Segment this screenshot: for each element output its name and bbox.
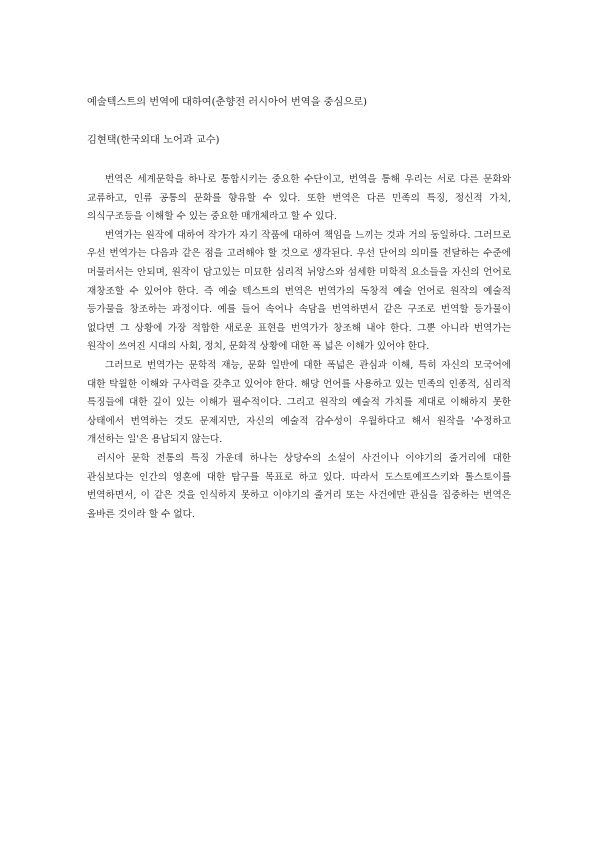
document-content	[87, 96, 511, 524]
paragraph: 번역가는 원작에 대하여 작가가 자기 작품에 대하여 책임을 느끼는 것과 거의 동일하다. 그러므로 우선 번역가는 다음과 같은 점을 고려해야 할 것으로 생각된다. 우선 단어의 의미를 전달하는 수준에 머물러서는 안되며, 원작이 담고있는 미묘한 심리적 뉘앙스와 섬세한 미학적 요소들을 자신의 언어로 재창조할 수 있어야 한다. 즉 예술 텍스트의 번역은 번역가의 독창적 예술 언어로 원작의 예술적 등가물을 창조하는 과정이다. 예를 들어 속어나 속담을 번역하면서 같은 구조로 번역할 등가물이 없다면 그 상황에 가장 적합한 새로운 표현을 번역가가 창조해 내야 한다. 그뿐 아니라 번역가는 원작이 쓰여진 시대의 사회, 정치, 문화적 상황에 대한 폭 넓은 이해가 있어야 한다.	[87, 229, 511, 353]
author-line: 김현택(한국외대 노어과 교수)	[87, 135, 220, 146]
paragraph: 그러므로 번역가는 문학적 재능, 문화 일반에 대한 폭넓은 관심과 이해, 특히 자신의 모국어에 대한 탁월한 이해와 구사력을 갖추고 있어야 한다. 해당 언어를 사용하고 있는 민족의 인종적, 심리적 특징들에 대한 깊이 있는 이해가 필수적이다. 그리고 원작의 예술적 가치를 제대로 이해하지 못한 상태에서 번역하는 것도 문제지만, 자신의 예술적 감수성이 우월하다고 해서 원작을 '수정하고 개선하는 일'은 용납되지 않는다.	[87, 359, 511, 446]
document-body	[87, 171, 511, 524]
paragraph: 번역은 세계문학을 하나로 통합시키는 중요한 수단이고, 번역을 통해 우리는 서로 다른 문화와 교류하고, 인류 공통의 문화를 향유할 수 있다. 또한 번역은 다른 민족의 특징, 정신적 가치, 의식구조등을 이해할 수 있는 중요한 매개체라고 할 수 있다.	[87, 174, 511, 223]
document-title: 예술텍스트의 번역에 대하여(춘향전 러시아어 번역을 중심으로)	[87, 97, 368, 108]
paragraph: 러시아 문학 전통의 특징 가운데 하나는 상당수의 소설이 사건이나 이야기의 줄거리에 대한 관심보다는 인간의 영혼에 대한 탐구를 목표로 하고 있다. 따라서 도스토예프스키와 톨스토이를 번역하면서, 이 같은 것을 인식하지 못하고 이야기의 줄거리 또는 사건에만 관심을 집중하는 번역은 올바른 것이라 할 수 없다.	[87, 452, 511, 520]
